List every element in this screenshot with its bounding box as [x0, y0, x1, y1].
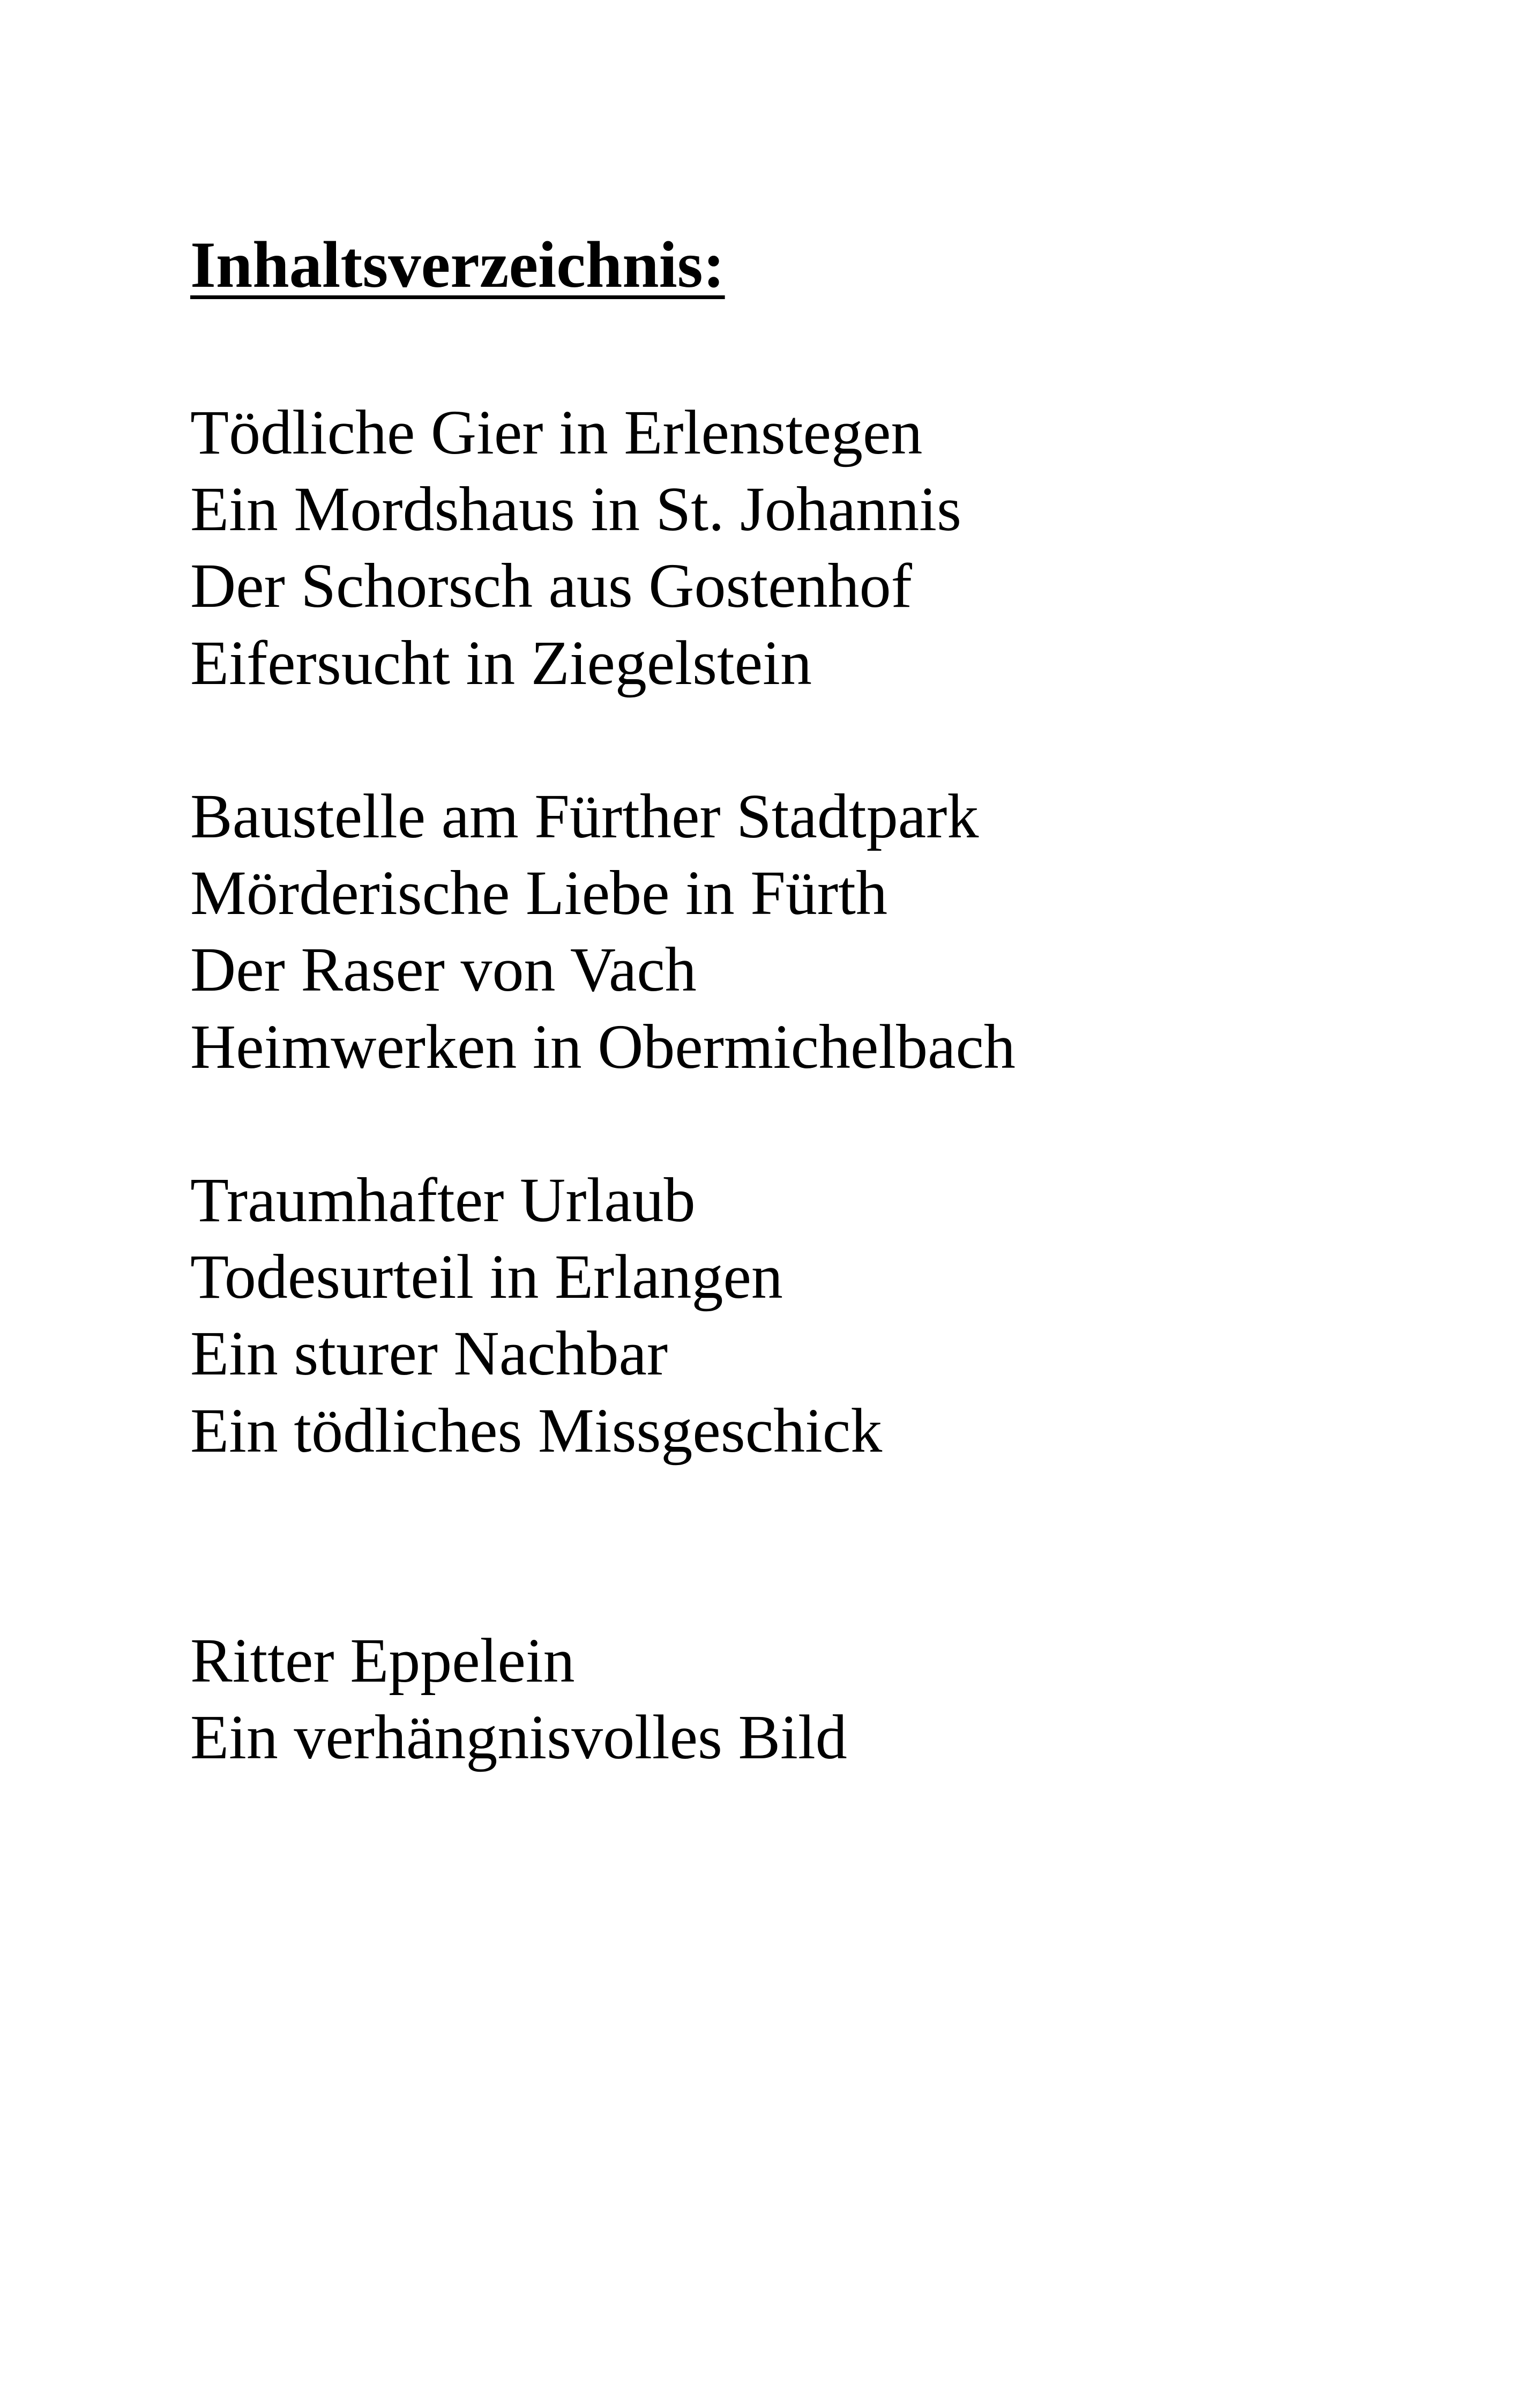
- toc-entry: Der Raser von Vach: [190, 934, 697, 1005]
- toc-entry: Todesurteil in Erlangen: [190, 1242, 783, 1312]
- toc-entry: Ein Mordshaus in St. Johannis: [190, 474, 961, 544]
- toc-entry: Ritter Eppelein: [190, 1625, 575, 1696]
- toc-entry: Ein sturer Nachbar: [190, 1318, 668, 1388]
- toc-title: Inhaltsverzeichnis:: [190, 228, 725, 301]
- toc-entry: Ein tödliches Missgeschick: [190, 1395, 883, 1466]
- toc-entry: Baustelle am Fürther Stadtpark: [190, 781, 979, 851]
- toc-entry: Heimwerken in Obermichelbach: [190, 1012, 1016, 1082]
- toc-entry: Ein verhängnisvolles Bild: [190, 1702, 847, 1772]
- toc-entry: Eifersucht in Ziegelstein: [190, 628, 812, 698]
- toc-entry: Mörderische Liebe in Fürth: [190, 858, 887, 928]
- toc-entry: Der Schorsch aus Gostenhof: [190, 551, 912, 621]
- toc-entry: Tödliche Gier in Erlenstegen: [190, 397, 923, 467]
- toc-entry: Traumhafter Urlaub: [190, 1165, 696, 1235]
